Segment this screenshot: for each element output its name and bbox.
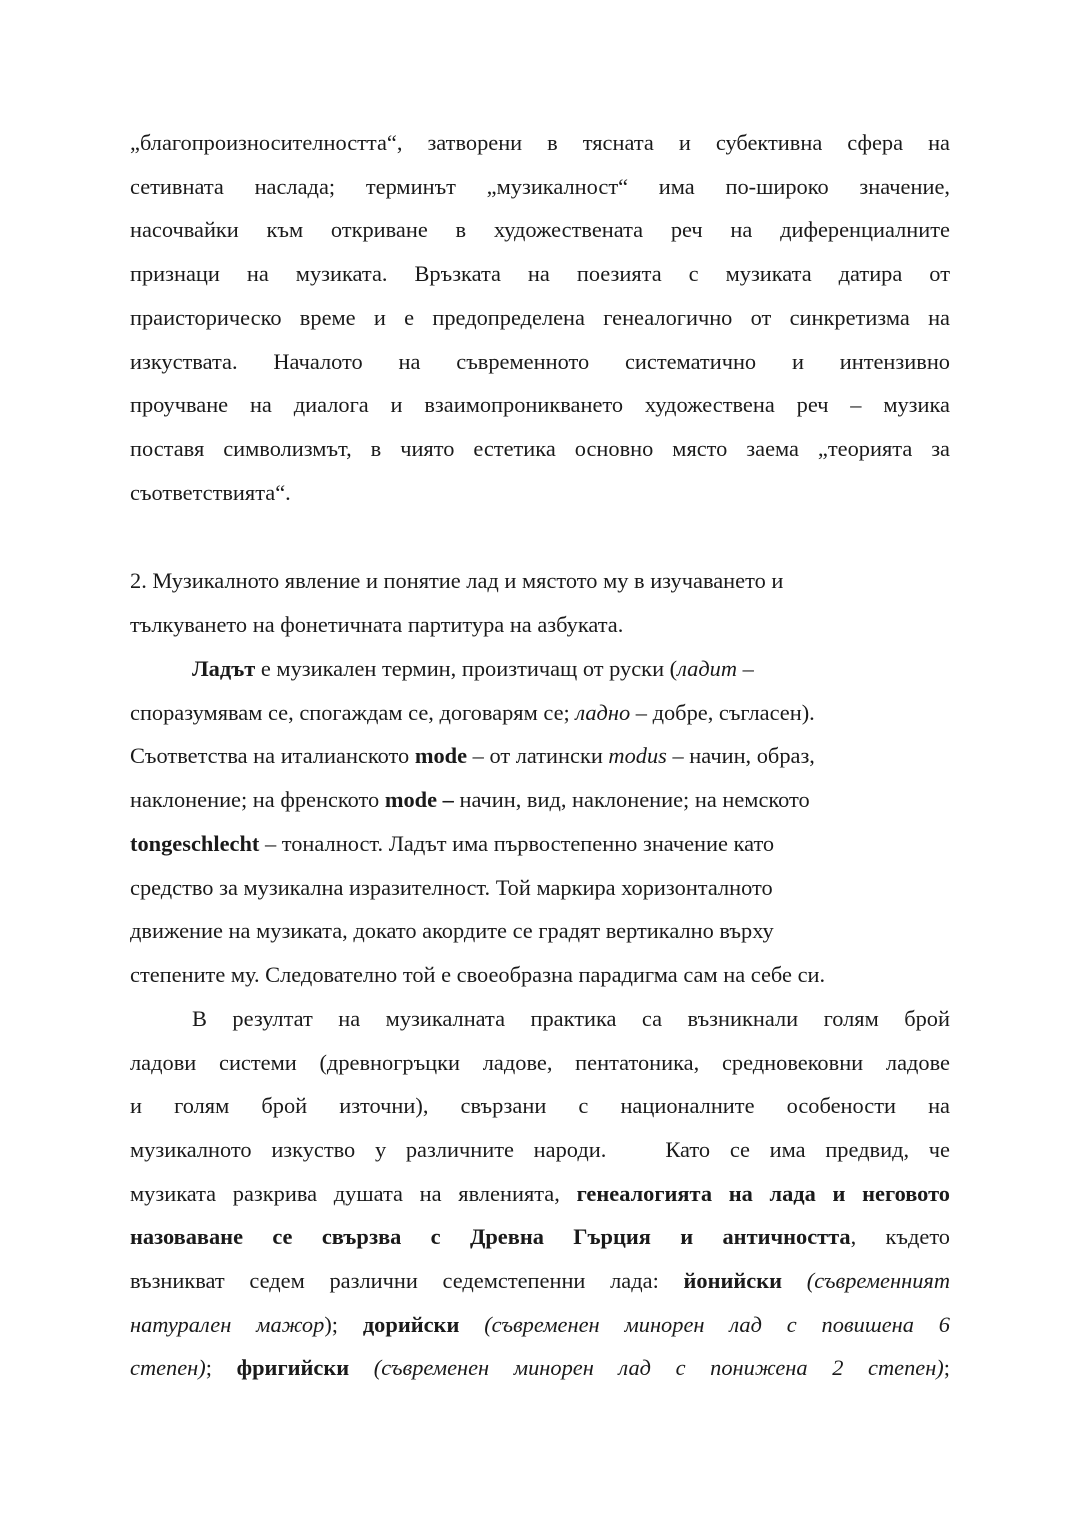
- text-line: сетивната наслада; терминът „музикалност“ има по-широко значение,: [130, 173, 950, 199]
- text-line: [130, 691, 950, 735]
- text-line: признаци на музиката. Връзката на поезията с музиката датира от: [130, 261, 950, 287]
- document-page: [130, 121, 950, 1390]
- text-line: [130, 1259, 950, 1303]
- text-run: Съответства на италианското: [130, 743, 415, 769]
- bold-term: mode –: [384, 787, 454, 813]
- bold-term: йонийски: [683, 1268, 783, 1294]
- bold-term: tongeschlecht: [130, 830, 260, 856]
- text-run: възникват седем различни седемстепенни лада:: [130, 1268, 684, 1294]
- text-line: движение на музиката, докато акордите се градят вертикално върху: [130, 918, 774, 944]
- text-line: степените му. Следователно той е своеобразна парадигма сам на себе си.: [130, 962, 826, 988]
- text-line: В резултат на музикалната практика са възникнали голям брой: [192, 1005, 950, 1031]
- text-run: –: [737, 655, 754, 681]
- bold-term: генеалогията на лада и неговото: [576, 1180, 950, 1206]
- section-heading: [130, 559, 950, 647]
- text-line: [130, 647, 950, 691]
- text-line: средство за музикална изразителност. Той маркира хоризонталното: [130, 874, 773, 900]
- text-run: – от латински: [467, 743, 609, 769]
- text-line: [130, 734, 950, 778]
- text-run: споразумявам се, спогаждам се, договарям се;: [130, 699, 576, 725]
- paragraph-lad-definition: [130, 647, 950, 997]
- italic-term: степен): [130, 1355, 206, 1381]
- heading-line: 2. Музикалното явление и понятие лад и мястото му в изучаването и: [130, 568, 784, 594]
- paragraph-musicality: [130, 121, 950, 514]
- text-line: съответствията“.: [130, 479, 291, 505]
- bold-term: mode: [414, 743, 468, 769]
- text-line: и голям брой източни), свързани с националните особености на: [130, 1093, 950, 1119]
- text-line: „благопроизносителността“, затворени в тясната и субективна сфера на: [130, 130, 950, 155]
- italic-term: (съвременен минорен лад с понижена 2 степен): [349, 1355, 944, 1381]
- paragraph-modal-systems: [130, 997, 950, 1390]
- italic-term: ладно: [575, 699, 631, 725]
- text-line: музикалното изкуство у различните народи. Като се има предвид, че: [130, 1136, 950, 1162]
- text-run: начин, вид, наклонение; на немското: [453, 787, 810, 813]
- text-line: насочвайки към откриване в художествената реч на диференциалните: [130, 217, 950, 243]
- text-line: ладови системи (древногръцки ладове, пентатоника, средновековни ладове: [130, 1049, 950, 1075]
- text-line: поставя символизмът, в чиято естетика основно място заема „теорията за: [130, 435, 950, 461]
- text-line: [130, 1346, 950, 1390]
- text-run: , където: [850, 1224, 951, 1250]
- text-line: [130, 1303, 950, 1347]
- italic-term: modus: [608, 743, 667, 769]
- text-line: [130, 1172, 950, 1216]
- bold-term: фригийски: [236, 1355, 350, 1381]
- text-run: музиката разкрива душата на явленията,: [130, 1180, 577, 1206]
- text-line: изкуствата. Началото на съвременното систематично и интензивно: [130, 348, 950, 374]
- italic-term: (съвременният: [782, 1268, 950, 1294]
- text-run: наклонение; на френското: [130, 787, 385, 813]
- text-line: праисторическо време и е предопределена генеалогично от синкретизма на: [130, 304, 950, 330]
- paragraph-spacer: [130, 514, 950, 559]
- text-run: – тоналност. Ладът има първостепенно значение като: [259, 830, 775, 856]
- text-run: ;: [943, 1355, 950, 1381]
- bold-term: Ладът: [192, 655, 256, 681]
- heading-line: тълкуването на фонетичната партитура на азбуката.: [130, 612, 624, 638]
- text-run: – начин, образ,: [666, 743, 815, 769]
- text-run: е музикален термин, произтичащ от руски (: [255, 655, 678, 681]
- text-line: [130, 822, 950, 866]
- text-run: ;: [205, 1355, 237, 1381]
- bold-term: дорийски: [362, 1311, 460, 1337]
- italic-term: натурален мажор: [130, 1311, 325, 1337]
- text-line: проучване на диалога и взаимопроникването художествена реч – музика: [130, 392, 950, 418]
- text-line: [130, 1215, 950, 1259]
- bold-term: назоваване се свързва с Древна Гърция и античността: [130, 1224, 851, 1250]
- italic-term: ладит: [677, 655, 738, 681]
- italic-term: (съвременен минорен лад с повишена 6: [459, 1311, 951, 1337]
- text-line: [130, 778, 950, 822]
- text-run: – добре, съгласен).: [630, 699, 815, 725]
- text-run: );: [324, 1311, 363, 1337]
